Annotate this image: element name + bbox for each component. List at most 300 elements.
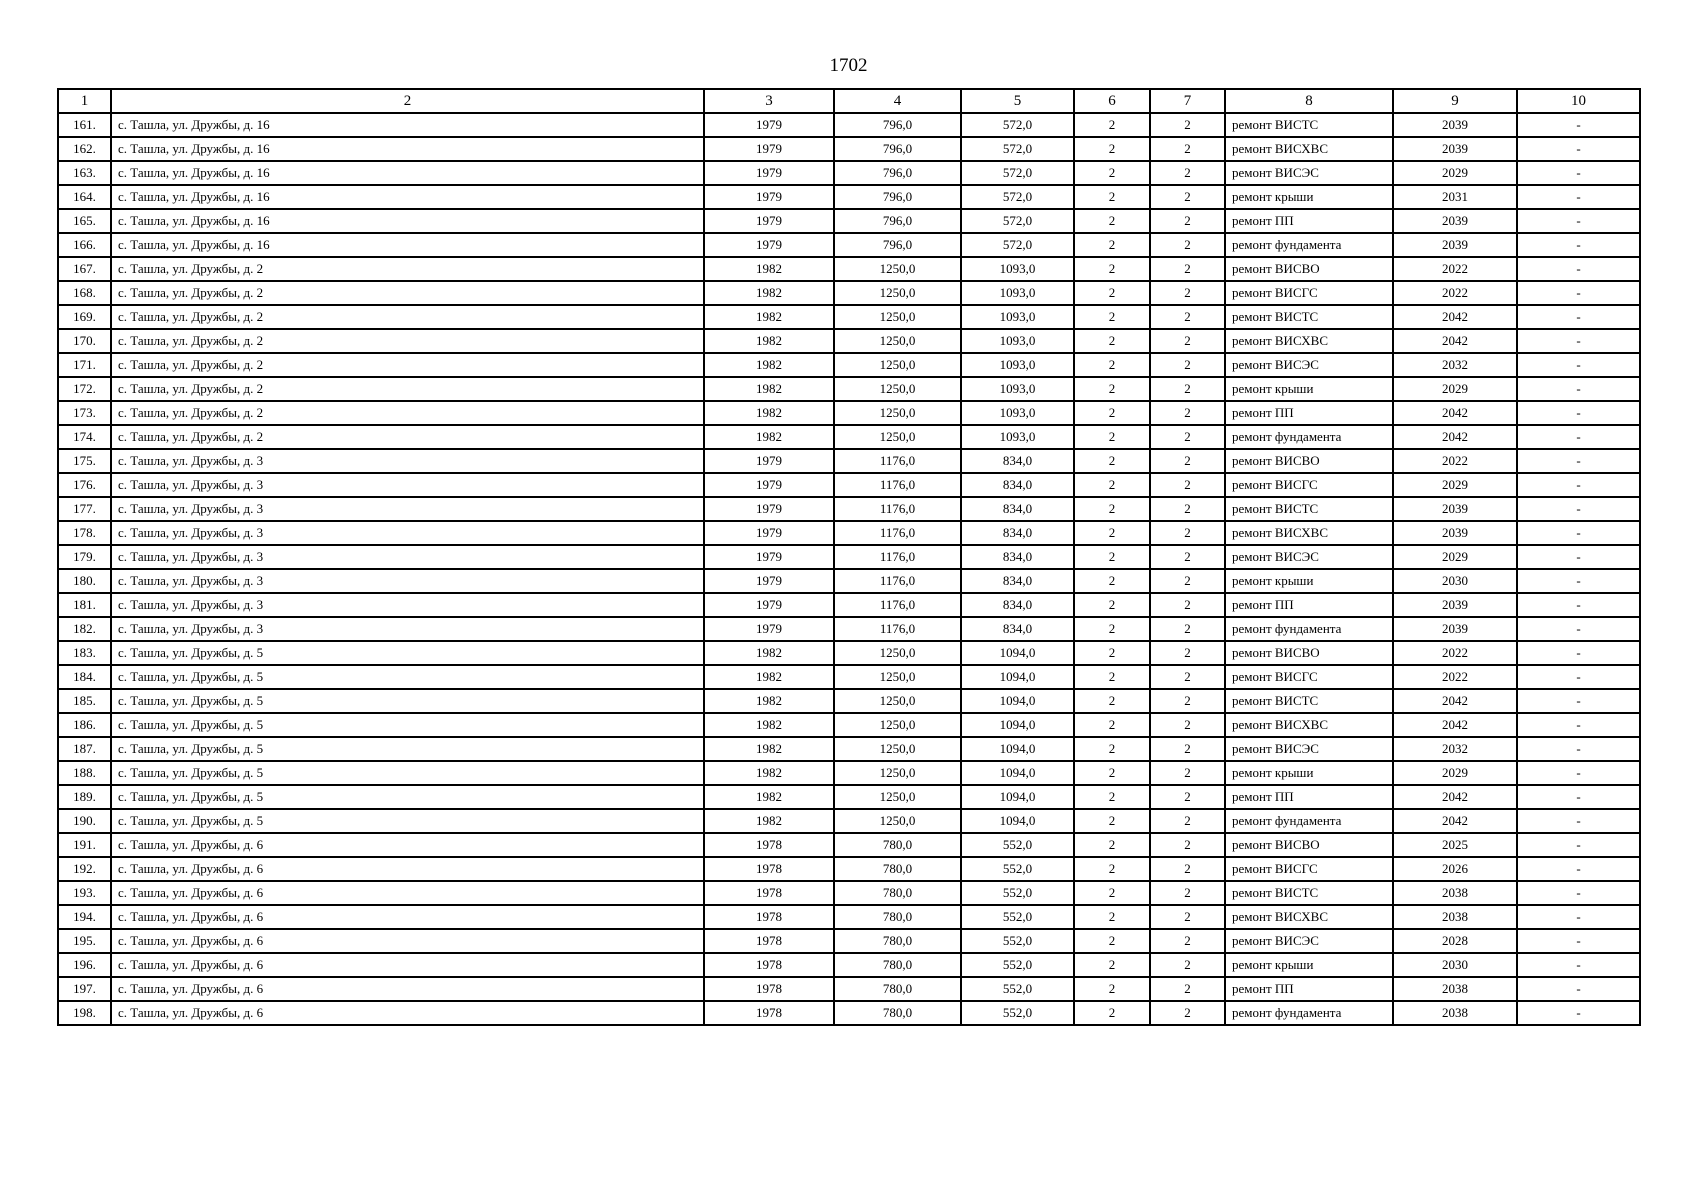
column-10-cell: - xyxy=(1517,881,1640,905)
total-area-cell: 1250,0 xyxy=(834,401,961,425)
total-area-cell: 780,0 xyxy=(834,953,961,977)
column-7-cell: 2 xyxy=(1150,953,1225,977)
planned-year-cell: 2032 xyxy=(1393,353,1517,377)
work-type-cell: ремонт ВИСЭС xyxy=(1225,161,1393,185)
column-7-cell: 2 xyxy=(1150,689,1225,713)
table-row xyxy=(58,689,1640,713)
total-area-cell: 1176,0 xyxy=(834,569,961,593)
living-area-cell: 834,0 xyxy=(961,521,1074,545)
column-7-cell: 2 xyxy=(1150,569,1225,593)
repair-schedule-table xyxy=(57,88,1641,1026)
column-10-cell: - xyxy=(1517,689,1640,713)
column-10-cell: - xyxy=(1517,449,1640,473)
column-header: 5 xyxy=(961,89,1074,113)
total-area-cell: 1250,0 xyxy=(834,737,961,761)
column-7-cell: 2 xyxy=(1150,761,1225,785)
build-year-cell: 1979 xyxy=(704,617,834,641)
planned-year-cell: 2031 xyxy=(1393,185,1517,209)
row-number-cell: 182. xyxy=(58,617,111,641)
row-number-cell: 164. xyxy=(58,185,111,209)
column-7-cell: 2 xyxy=(1150,665,1225,689)
work-type-cell: ремонт ВИСХВС xyxy=(1225,137,1393,161)
table-row xyxy=(58,545,1640,569)
column-10-cell: - xyxy=(1517,713,1640,737)
row-number-cell: 190. xyxy=(58,809,111,833)
total-area-cell: 780,0 xyxy=(834,881,961,905)
column-7-cell: 2 xyxy=(1150,377,1225,401)
work-type-cell: ремонт фундамента xyxy=(1225,1001,1393,1025)
column-7-cell: 2 xyxy=(1150,1001,1225,1025)
column-7-cell: 2 xyxy=(1150,449,1225,473)
living-area-cell: 552,0 xyxy=(961,977,1074,1001)
address-cell: с. Ташла, ул. Дружбы, д. 16 xyxy=(111,113,704,137)
table-row xyxy=(58,281,1640,305)
column-6-cell: 2 xyxy=(1074,593,1150,617)
work-type-cell: ремонт фундамента xyxy=(1225,617,1393,641)
planned-year-cell: 2042 xyxy=(1393,785,1517,809)
address-cell: с. Ташла, ул. Дружбы, д. 5 xyxy=(111,641,704,665)
planned-year-cell: 2029 xyxy=(1393,377,1517,401)
work-type-cell: ремонт крыши xyxy=(1225,953,1393,977)
total-area-cell: 1176,0 xyxy=(834,521,961,545)
column-10-cell: - xyxy=(1517,545,1640,569)
column-6-cell: 2 xyxy=(1074,473,1150,497)
work-type-cell: ремонт крыши xyxy=(1225,185,1393,209)
table-row xyxy=(58,737,1640,761)
total-area-cell: 1250,0 xyxy=(834,785,961,809)
table-row xyxy=(58,929,1640,953)
build-year-cell: 1979 xyxy=(704,497,834,521)
table-row xyxy=(58,713,1640,737)
living-area-cell: 1093,0 xyxy=(961,353,1074,377)
work-type-cell: ремонт ВИСТС xyxy=(1225,305,1393,329)
living-area-cell: 572,0 xyxy=(961,209,1074,233)
planned-year-cell: 2025 xyxy=(1393,833,1517,857)
column-6-cell: 2 xyxy=(1074,401,1150,425)
column-header: 9 xyxy=(1393,89,1517,113)
column-6-cell: 2 xyxy=(1074,185,1150,209)
address-cell: с. Ташла, ул. Дружбы, д. 6 xyxy=(111,905,704,929)
table-row xyxy=(58,137,1640,161)
row-number-cell: 179. xyxy=(58,545,111,569)
table-row xyxy=(58,185,1640,209)
column-7-cell: 2 xyxy=(1150,185,1225,209)
row-number-cell: 195. xyxy=(58,929,111,953)
column-6-cell: 2 xyxy=(1074,689,1150,713)
column-6-cell: 2 xyxy=(1074,977,1150,1001)
build-year-cell: 1979 xyxy=(704,569,834,593)
planned-year-cell: 2039 xyxy=(1393,137,1517,161)
column-header: 8 xyxy=(1225,89,1393,113)
address-cell: с. Ташла, ул. Дружбы, д. 16 xyxy=(111,209,704,233)
total-area-cell: 1176,0 xyxy=(834,473,961,497)
column-10-cell: - xyxy=(1517,1001,1640,1025)
build-year-cell: 1979 xyxy=(704,209,834,233)
planned-year-cell: 2042 xyxy=(1393,689,1517,713)
living-area-cell: 1093,0 xyxy=(961,425,1074,449)
planned-year-cell: 2042 xyxy=(1393,713,1517,737)
planned-year-cell: 2038 xyxy=(1393,1001,1517,1025)
work-type-cell: ремонт ВИСЭС xyxy=(1225,545,1393,569)
row-number-cell: 187. xyxy=(58,737,111,761)
column-7-cell: 2 xyxy=(1150,521,1225,545)
column-10-cell: - xyxy=(1517,473,1640,497)
table-row xyxy=(58,401,1640,425)
row-number-cell: 184. xyxy=(58,665,111,689)
table-row xyxy=(58,233,1640,257)
work-type-cell: ремонт ВИСХВС xyxy=(1225,329,1393,353)
column-6-cell: 2 xyxy=(1074,257,1150,281)
row-number-cell: 172. xyxy=(58,377,111,401)
work-type-cell: ремонт ВИСХВС xyxy=(1225,713,1393,737)
table-row xyxy=(58,641,1640,665)
table-row xyxy=(58,905,1640,929)
work-type-cell: ремонт ПП xyxy=(1225,977,1393,1001)
build-year-cell: 1982 xyxy=(704,761,834,785)
table-row xyxy=(58,521,1640,545)
column-6-cell: 2 xyxy=(1074,521,1150,545)
table-row xyxy=(58,113,1640,137)
planned-year-cell: 2038 xyxy=(1393,881,1517,905)
living-area-cell: 1094,0 xyxy=(961,737,1074,761)
column-10-cell: - xyxy=(1517,209,1640,233)
planned-year-cell: 2039 xyxy=(1393,593,1517,617)
row-number-cell: 188. xyxy=(58,761,111,785)
column-7-cell: 2 xyxy=(1150,977,1225,1001)
column-6-cell: 2 xyxy=(1074,761,1150,785)
row-number-cell: 174. xyxy=(58,425,111,449)
work-type-cell: ремонт ВИСВО xyxy=(1225,257,1393,281)
living-area-cell: 552,0 xyxy=(961,929,1074,953)
planned-year-cell: 2029 xyxy=(1393,545,1517,569)
column-10-cell: - xyxy=(1517,857,1640,881)
column-10-cell: - xyxy=(1517,665,1640,689)
column-7-cell: 2 xyxy=(1150,161,1225,185)
work-type-cell: ремонт ВИСГС xyxy=(1225,857,1393,881)
build-year-cell: 1982 xyxy=(704,329,834,353)
planned-year-cell: 2022 xyxy=(1393,665,1517,689)
total-area-cell: 1250,0 xyxy=(834,377,961,401)
column-6-cell: 2 xyxy=(1074,713,1150,737)
column-6-cell: 2 xyxy=(1074,113,1150,137)
total-area-cell: 796,0 xyxy=(834,113,961,137)
row-number-cell: 171. xyxy=(58,353,111,377)
column-10-cell: - xyxy=(1517,233,1640,257)
table-row xyxy=(58,809,1640,833)
column-7-cell: 2 xyxy=(1150,545,1225,569)
column-7-cell: 2 xyxy=(1150,833,1225,857)
living-area-cell: 1093,0 xyxy=(961,257,1074,281)
build-year-cell: 1982 xyxy=(704,737,834,761)
column-6-cell: 2 xyxy=(1074,809,1150,833)
column-7-cell: 2 xyxy=(1150,929,1225,953)
work-type-cell: ремонт крыши xyxy=(1225,761,1393,785)
column-header: 2 xyxy=(111,89,704,113)
work-type-cell: ремонт ВИСТС xyxy=(1225,497,1393,521)
column-6-cell: 2 xyxy=(1074,329,1150,353)
living-area-cell: 1094,0 xyxy=(961,665,1074,689)
work-type-cell: ремонт ВИСВО xyxy=(1225,641,1393,665)
column-10-cell: - xyxy=(1517,929,1640,953)
build-year-cell: 1982 xyxy=(704,305,834,329)
column-10-cell: - xyxy=(1517,737,1640,761)
build-year-cell: 1982 xyxy=(704,641,834,665)
table-row xyxy=(58,617,1640,641)
total-area-cell: 1176,0 xyxy=(834,545,961,569)
table-row xyxy=(58,977,1640,1001)
total-area-cell: 796,0 xyxy=(834,185,961,209)
column-7-cell: 2 xyxy=(1150,785,1225,809)
living-area-cell: 1094,0 xyxy=(961,713,1074,737)
build-year-cell: 1979 xyxy=(704,161,834,185)
column-10-cell: - xyxy=(1517,593,1640,617)
table-row xyxy=(58,1001,1640,1025)
work-type-cell: ремонт фундамента xyxy=(1225,809,1393,833)
column-7-cell: 2 xyxy=(1150,881,1225,905)
table-row xyxy=(58,953,1640,977)
living-area-cell: 572,0 xyxy=(961,185,1074,209)
table-row xyxy=(58,593,1640,617)
total-area-cell: 796,0 xyxy=(834,233,961,257)
total-area-cell: 1250,0 xyxy=(834,689,961,713)
planned-year-cell: 2042 xyxy=(1393,329,1517,353)
planned-year-cell: 2039 xyxy=(1393,497,1517,521)
build-year-cell: 1982 xyxy=(704,353,834,377)
address-cell: с. Ташла, ул. Дружбы, д. 2 xyxy=(111,329,704,353)
column-6-cell: 2 xyxy=(1074,881,1150,905)
living-area-cell: 1094,0 xyxy=(961,809,1074,833)
column-6-cell: 2 xyxy=(1074,233,1150,257)
build-year-cell: 1978 xyxy=(704,905,834,929)
column-header: 3 xyxy=(704,89,834,113)
work-type-cell: ремонт ВИСТС xyxy=(1225,113,1393,137)
row-number-cell: 178. xyxy=(58,521,111,545)
row-number-cell: 181. xyxy=(58,593,111,617)
work-type-cell: ремонт фундамента xyxy=(1225,425,1393,449)
column-6-cell: 2 xyxy=(1074,857,1150,881)
work-type-cell: ремонт ВИСГС xyxy=(1225,473,1393,497)
total-area-cell: 780,0 xyxy=(834,905,961,929)
planned-year-cell: 2029 xyxy=(1393,161,1517,185)
address-cell: с. Ташла, ул. Дружбы, д. 6 xyxy=(111,929,704,953)
total-area-cell: 1176,0 xyxy=(834,497,961,521)
column-6-cell: 2 xyxy=(1074,785,1150,809)
address-cell: с. Ташла, ул. Дружбы, д. 16 xyxy=(111,233,704,257)
total-area-cell: 780,0 xyxy=(834,857,961,881)
column-7-cell: 2 xyxy=(1150,473,1225,497)
address-cell: с. Ташла, ул. Дружбы, д. 2 xyxy=(111,257,704,281)
table-row xyxy=(58,425,1640,449)
work-type-cell: ремонт ВИСЭС xyxy=(1225,929,1393,953)
planned-year-cell: 2038 xyxy=(1393,977,1517,1001)
column-6-cell: 2 xyxy=(1074,665,1150,689)
planned-year-cell: 2039 xyxy=(1393,113,1517,137)
build-year-cell: 1978 xyxy=(704,833,834,857)
planned-year-cell: 2032 xyxy=(1393,737,1517,761)
row-number-cell: 169. xyxy=(58,305,111,329)
column-10-cell: - xyxy=(1517,761,1640,785)
living-area-cell: 572,0 xyxy=(961,113,1074,137)
column-6-cell: 2 xyxy=(1074,569,1150,593)
address-cell: с. Ташла, ул. Дружбы, д. 16 xyxy=(111,185,704,209)
table-row xyxy=(58,569,1640,593)
address-cell: с. Ташла, ул. Дружбы, д. 2 xyxy=(111,305,704,329)
column-6-cell: 2 xyxy=(1074,377,1150,401)
column-6-cell: 2 xyxy=(1074,353,1150,377)
living-area-cell: 1094,0 xyxy=(961,641,1074,665)
build-year-cell: 1982 xyxy=(704,689,834,713)
table-row xyxy=(58,881,1640,905)
planned-year-cell: 2039 xyxy=(1393,209,1517,233)
column-10-cell: - xyxy=(1517,953,1640,977)
column-6-cell: 2 xyxy=(1074,305,1150,329)
table-row xyxy=(58,761,1640,785)
work-type-cell: ремонт ВИСЭС xyxy=(1225,353,1393,377)
column-10-cell: - xyxy=(1517,329,1640,353)
work-type-cell: ремонт ВИСТС xyxy=(1225,689,1393,713)
column-10-cell: - xyxy=(1517,617,1640,641)
address-cell: с. Ташла, ул. Дружбы, д. 3 xyxy=(111,617,704,641)
total-area-cell: 796,0 xyxy=(834,137,961,161)
table-row xyxy=(58,497,1640,521)
row-number-cell: 191. xyxy=(58,833,111,857)
living-area-cell: 1093,0 xyxy=(961,401,1074,425)
column-7-cell: 2 xyxy=(1150,713,1225,737)
column-6-cell: 2 xyxy=(1074,425,1150,449)
living-area-cell: 1093,0 xyxy=(961,281,1074,305)
planned-year-cell: 2039 xyxy=(1393,521,1517,545)
living-area-cell: 1094,0 xyxy=(961,785,1074,809)
row-number-cell: 162. xyxy=(58,137,111,161)
living-area-cell: 834,0 xyxy=(961,497,1074,521)
row-number-cell: 194. xyxy=(58,905,111,929)
column-header: 10 xyxy=(1517,89,1640,113)
total-area-cell: 780,0 xyxy=(834,929,961,953)
build-year-cell: 1979 xyxy=(704,521,834,545)
column-10-cell: - xyxy=(1517,401,1640,425)
total-area-cell: 1250,0 xyxy=(834,329,961,353)
living-area-cell: 552,0 xyxy=(961,953,1074,977)
planned-year-cell: 2038 xyxy=(1393,905,1517,929)
total-area-cell: 1250,0 xyxy=(834,425,961,449)
column-10-cell: - xyxy=(1517,161,1640,185)
build-year-cell: 1982 xyxy=(704,257,834,281)
column-6-cell: 2 xyxy=(1074,737,1150,761)
table-row xyxy=(58,833,1640,857)
column-7-cell: 2 xyxy=(1150,209,1225,233)
row-number-cell: 193. xyxy=(58,881,111,905)
work-type-cell: ремонт ВИСТС xyxy=(1225,881,1393,905)
work-type-cell: ремонт фундамента xyxy=(1225,233,1393,257)
address-cell: с. Ташла, ул. Дружбы, д. 2 xyxy=(111,425,704,449)
address-cell: с. Ташла, ул. Дружбы, д. 3 xyxy=(111,569,704,593)
column-7-cell: 2 xyxy=(1150,593,1225,617)
column-header: 1 xyxy=(58,89,111,113)
living-area-cell: 834,0 xyxy=(961,449,1074,473)
column-10-cell: - xyxy=(1517,425,1640,449)
build-year-cell: 1979 xyxy=(704,233,834,257)
column-7-cell: 2 xyxy=(1150,617,1225,641)
column-6-cell: 2 xyxy=(1074,953,1150,977)
living-area-cell: 834,0 xyxy=(961,617,1074,641)
table-row xyxy=(58,377,1640,401)
column-7-cell: 2 xyxy=(1150,905,1225,929)
address-cell: с. Ташла, ул. Дружбы, д. 5 xyxy=(111,689,704,713)
build-year-cell: 1978 xyxy=(704,1001,834,1025)
table-header xyxy=(58,89,1640,113)
build-year-cell: 1978 xyxy=(704,929,834,953)
column-10-cell: - xyxy=(1517,305,1640,329)
row-number-cell: 186. xyxy=(58,713,111,737)
work-type-cell: ремонт ВИСЭС xyxy=(1225,737,1393,761)
column-10-cell: - xyxy=(1517,377,1640,401)
column-6-cell: 2 xyxy=(1074,161,1150,185)
living-area-cell: 834,0 xyxy=(961,473,1074,497)
column-7-cell: 2 xyxy=(1150,425,1225,449)
planned-year-cell: 2039 xyxy=(1393,617,1517,641)
planned-year-cell: 2029 xyxy=(1393,473,1517,497)
address-cell: с. Ташла, ул. Дружбы, д. 3 xyxy=(111,497,704,521)
table-row xyxy=(58,449,1640,473)
planned-year-cell: 2042 xyxy=(1393,425,1517,449)
table-body xyxy=(58,113,1640,1025)
column-6-cell: 2 xyxy=(1074,1001,1150,1025)
build-year-cell: 1979 xyxy=(704,593,834,617)
address-cell: с. Ташла, ул. Дружбы, д. 5 xyxy=(111,761,704,785)
build-year-cell: 1979 xyxy=(704,449,834,473)
address-cell: с. Ташла, ул. Дружбы, д. 3 xyxy=(111,545,704,569)
address-cell: с. Ташла, ул. Дружбы, д. 5 xyxy=(111,785,704,809)
row-number-cell: 161. xyxy=(58,113,111,137)
column-10-cell: - xyxy=(1517,137,1640,161)
planned-year-cell: 2042 xyxy=(1393,401,1517,425)
column-10-cell: - xyxy=(1517,497,1640,521)
living-area-cell: 572,0 xyxy=(961,233,1074,257)
address-cell: с. Ташла, ул. Дружбы, д. 6 xyxy=(111,833,704,857)
column-7-cell: 2 xyxy=(1150,113,1225,137)
build-year-cell: 1979 xyxy=(704,545,834,569)
column-10-cell: - xyxy=(1517,833,1640,857)
table-row xyxy=(58,857,1640,881)
living-area-cell: 834,0 xyxy=(961,545,1074,569)
table-row xyxy=(58,161,1640,185)
address-cell: с. Ташла, ул. Дружбы, д. 5 xyxy=(111,809,704,833)
work-type-cell: ремонт ПП xyxy=(1225,401,1393,425)
planned-year-cell: 2022 xyxy=(1393,641,1517,665)
table-row xyxy=(58,329,1640,353)
total-area-cell: 780,0 xyxy=(834,977,961,1001)
column-10-cell: - xyxy=(1517,809,1640,833)
column-7-cell: 2 xyxy=(1150,809,1225,833)
column-7-cell: 2 xyxy=(1150,305,1225,329)
table-row xyxy=(58,353,1640,377)
planned-year-cell: 2022 xyxy=(1393,257,1517,281)
total-area-cell: 1250,0 xyxy=(834,257,961,281)
address-cell: с. Ташла, ул. Дружбы, д. 6 xyxy=(111,953,704,977)
row-number-cell: 168. xyxy=(58,281,111,305)
address-cell: с. Ташла, ул. Дружбы, д. 6 xyxy=(111,977,704,1001)
column-header: 6 xyxy=(1074,89,1150,113)
column-6-cell: 2 xyxy=(1074,281,1150,305)
planned-year-cell: 2029 xyxy=(1393,761,1517,785)
column-10-cell: - xyxy=(1517,353,1640,377)
address-cell: с. Ташла, ул. Дружбы, д. 6 xyxy=(111,1001,704,1025)
work-type-cell: ремонт ПП xyxy=(1225,593,1393,617)
living-area-cell: 834,0 xyxy=(961,569,1074,593)
address-cell: с. Ташла, ул. Дружбы, д. 16 xyxy=(111,137,704,161)
living-area-cell: 572,0 xyxy=(961,137,1074,161)
row-number-cell: 173. xyxy=(58,401,111,425)
